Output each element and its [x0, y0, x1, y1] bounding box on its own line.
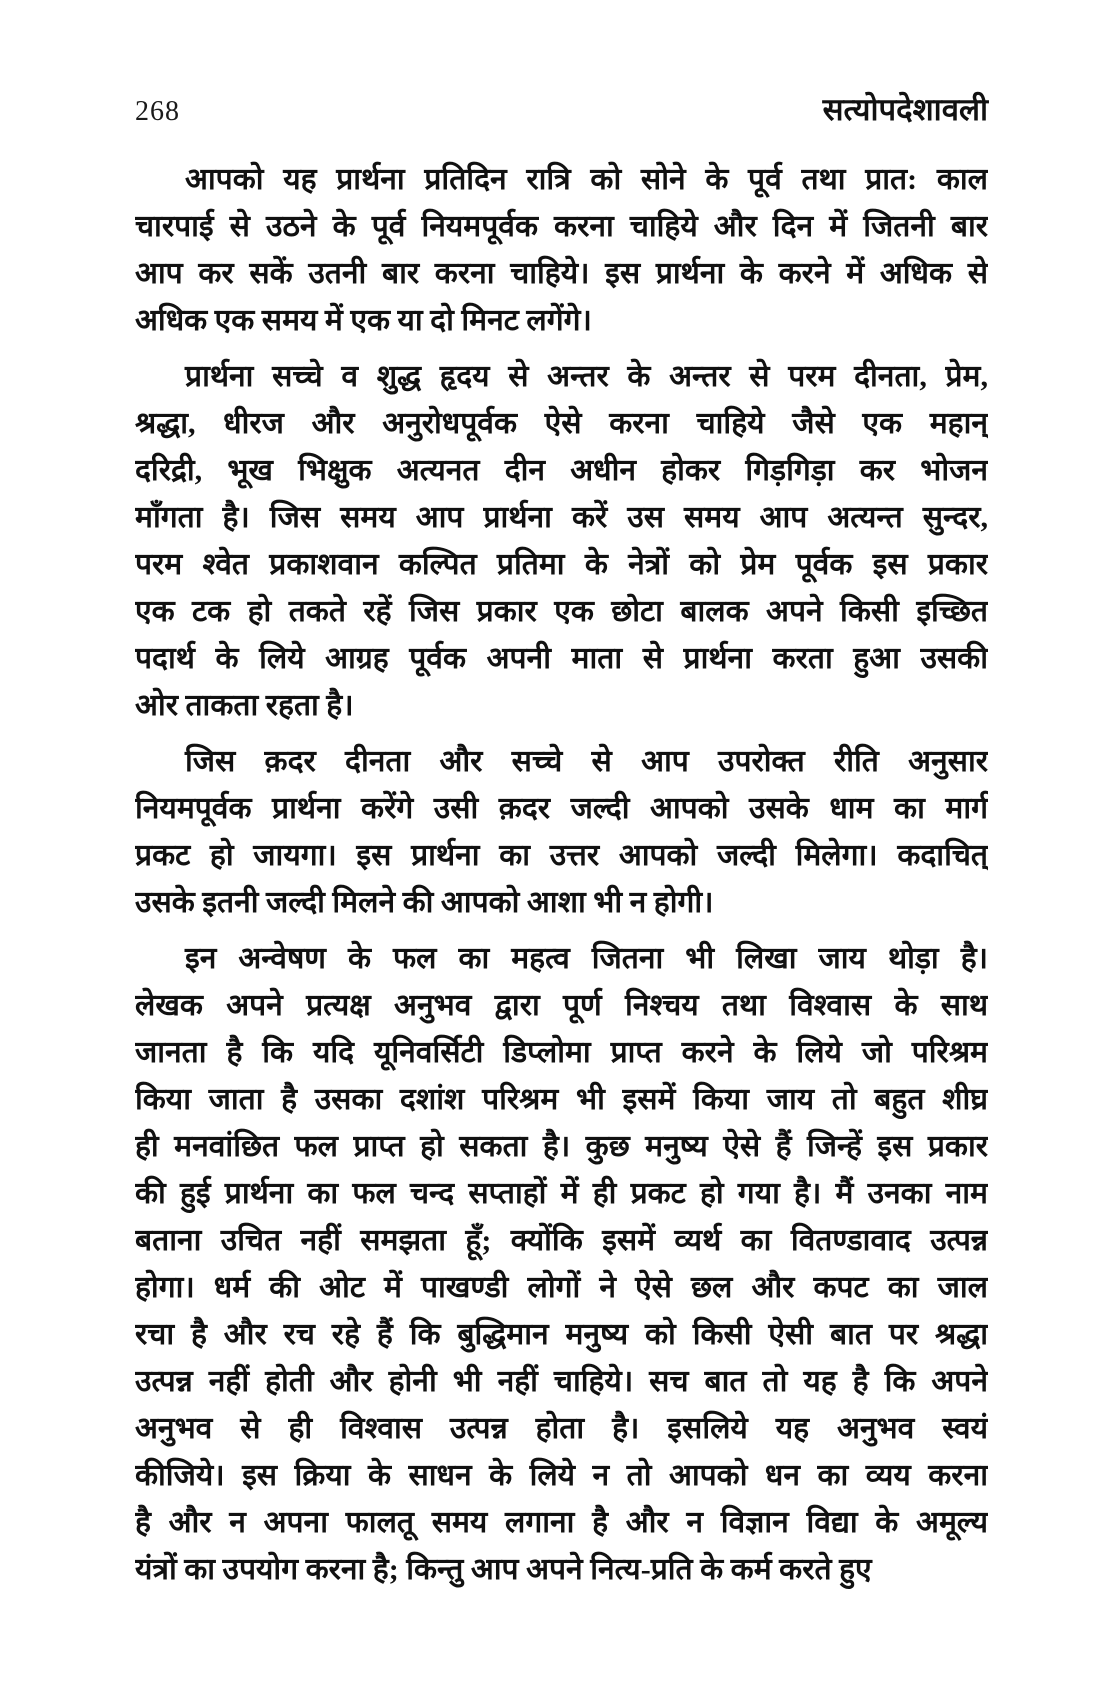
text-line: जानता है कि यदि यूनिवर्सिटी डिप्लोमा प्राप्त करने के लिये जो परिश्रम [135, 1036, 988, 1069]
text-line: लेखक अपने प्रत्यक्ष अनुभव द्वारा पूर्ण निश्चय तथा विश्वास के साथ [135, 989, 988, 1022]
text-line: बताना उचित नहीं समझता हूँ; क्योंकि इसमें व्यर्थ का वितण्डावाद उत्पन्न [135, 1224, 988, 1257]
text-line: की हुई प्रार्थना का फल चन्द सप्ताहों में ही प्रकट हो गया है। मैं उनका नाम [135, 1177, 988, 1210]
text-line: आपको यह प्रार्थना प्रतिदिन रात्रि को सोने के पूर्व तथा प्रात: काल [185, 163, 988, 196]
text-line: किया जाता है उसका दशांश परिश्रम भी इसमें किया जाय तो बहुत शीघ्र [135, 1083, 988, 1116]
text-line: होगा। धर्म की ओट में पाखण्डी लोगों ने ऐसे छल और कपट का जाल [135, 1271, 988, 1304]
text-line: आप कर सकें उतनी बार करना चाहिये। इस प्रार्थना के करने में अधिक से [135, 257, 988, 290]
text-line: अनुभव से ही विश्वास उत्पन्न होता है। इसलिये यह अनुभव स्वयं [135, 1412, 988, 1445]
paragraph [135, 353, 988, 729]
text-line: दरिद्री, भूख भिक्षुक अत्यनत दीन अधीन होकर गिड़गिड़ा कर भोजन [135, 454, 988, 487]
text-line: कीजिये। इस क्रिया के साधन के लिये न तो आपको धन का व्यय करना [135, 1459, 988, 1492]
text-line: माँगता है। जिस समय आप प्रार्थना करें उस समय आप अत्यन्त सुन्दर, [135, 501, 988, 534]
paragraph [135, 738, 988, 926]
text-line: यंत्रों का उपयोग करना है; किन्तु आप अपने नित्य-प्रति के कर्म करते हुए [135, 1553, 872, 1586]
text-line: जिस क़दर दीनता और सच्चे से आप उपरोक्त रीति अनुसार [185, 745, 988, 778]
text-line: पदार्थ के लिये आग्रह पूर्वक अपनी माता से प्रार्थना करता हुआ उसकी [135, 642, 988, 675]
text-line: उसके इतनी जल्दी मिलने की आपको आशा भी न होगी। [135, 886, 714, 919]
text-line: है और न अपना फालतू समय लगाना है और न विज्ञान विद्या के अमूल्य [135, 1506, 988, 1539]
text-line: इन अन्वेषण के फल का महत्व जितना भी लिखा जाय थोड़ा है। [185, 942, 988, 975]
paragraph [135, 935, 988, 1593]
page-number: 268 [135, 96, 180, 127]
text-line: प्रकट हो जायगा। इस प्रार्थना का उत्तर आपको जल्दी मिलेगा। कदाचित् [135, 839, 988, 872]
text-line: अधिक एक समय में एक या दो मिनट लगेंगे। [135, 304, 592, 337]
text-line: ओर ताकता रहता है। [135, 689, 354, 722]
text-line: प्रार्थना सच्चे व शुद्ध हृदय से अन्तर के अन्तर से परम दीनता, प्रेम, [185, 360, 988, 393]
paragraph [135, 156, 988, 344]
text-line: परम श्वेत प्रकाशवान कल्पित प्रतिमा के नेत्रों को प्रेम पूर्वक इस प्रकार [135, 548, 988, 581]
running-header [135, 88, 988, 130]
text-line: श्रद्धा, धीरज और अनुरोधपूर्वक ऐसे करना चाहिये जैसे एक महान् [135, 407, 988, 440]
text-line: नियमपूर्वक प्रार्थना करेंगे उसी क़दर जल्दी आपको उसके धाम का मार्ग [135, 792, 988, 825]
text-line: एक टक हो तकते रहें जिस प्रकार एक छोटा बालक अपने किसी इच्छित [135, 595, 988, 628]
text-line: ही मनवांछित फल प्राप्त हो सकता है। कुछ मनुष्य ऐसे हैं जिन्हें इस प्रकार [135, 1130, 988, 1163]
body-text [135, 156, 988, 1593]
text-line: उत्पन्न नहीं होती और होनी भी नहीं चाहिये। सच बात तो यह है कि अपने [135, 1365, 988, 1398]
text-line: चारपाई से उठने के पूर्व नियमपूर्वक करना चाहिये और दिन में जितनी बार [135, 210, 988, 243]
text-line: रचा है और रच रहे हैं कि बुद्धिमान मनुष्य को किसी ऐसी बात पर श्रद्धा [135, 1318, 988, 1351]
running-title: सत्योपदेशावली [822, 92, 988, 127]
